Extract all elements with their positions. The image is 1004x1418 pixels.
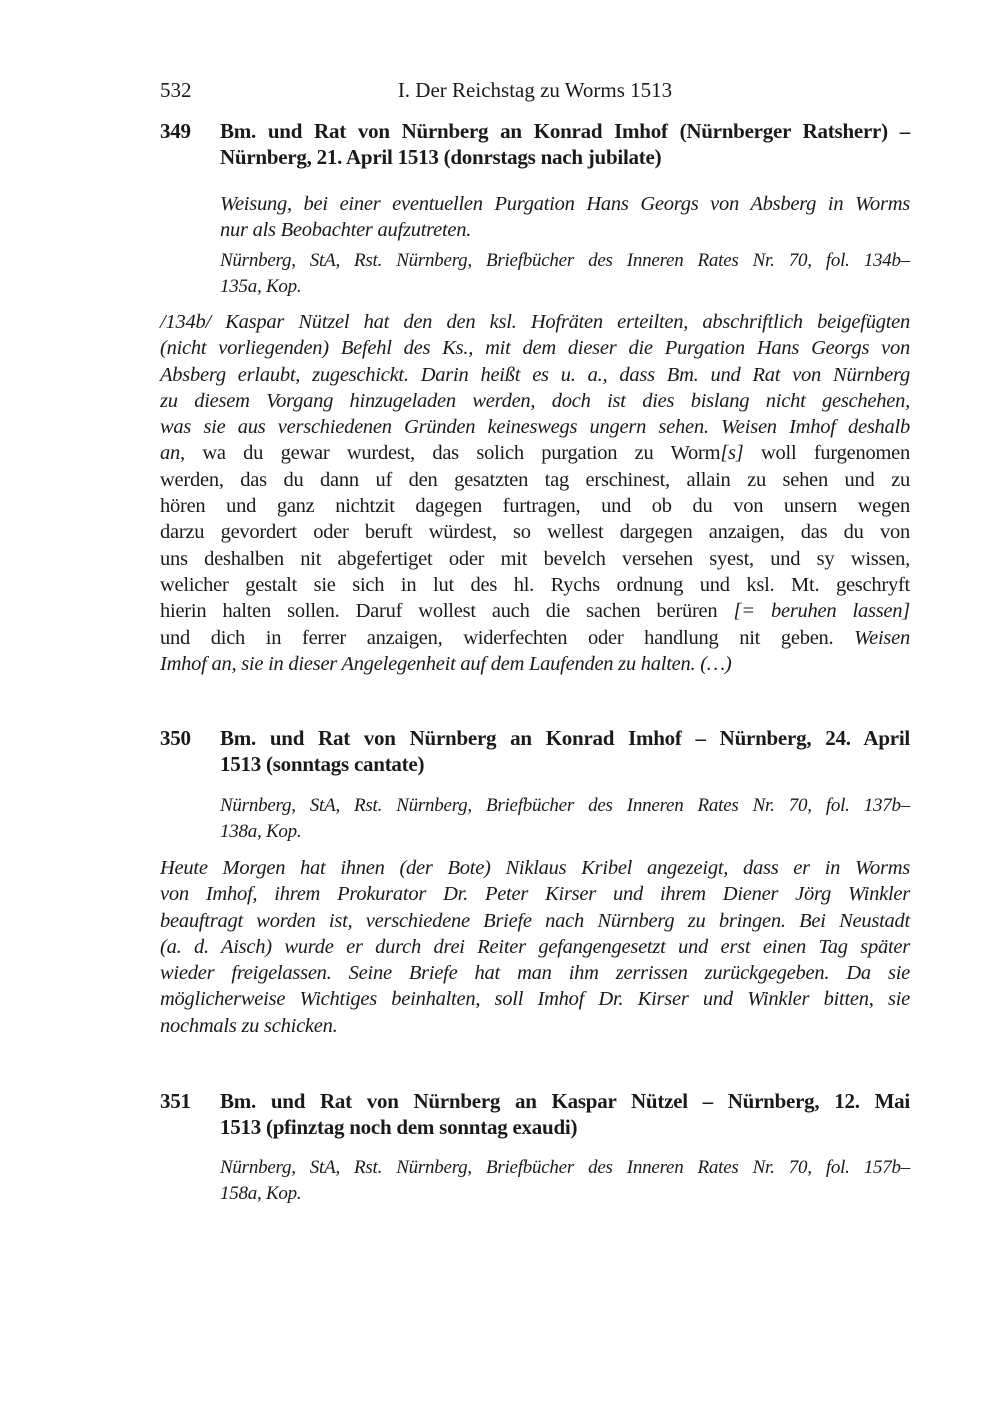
text-line: [160, 598, 910, 624]
italic-text: Weisen: [854, 626, 910, 649]
text: werden, das du dann uf den gesatzten tag erschinest, allain zu sehen und zu: [160, 468, 910, 491]
text-line: [160, 1013, 910, 1039]
italic-text: nochmals zu schicken.: [160, 1014, 338, 1037]
text: Nürnberg, 21. April 1513 (donrstags nach jubilate): [220, 145, 662, 170]
text-line: [160, 519, 910, 545]
italic-text: was sie aus verschiedenen Gründen keineswegs ungern sehen. Weisen Imhof deshalb: [160, 416, 910, 439]
italic-text: Nürnberg, StA, Rst. Nürnberg, Briefbücher des Inneren Rates Nr. 70, fol. 157b–: [220, 1157, 910, 1178]
text: darzu gevordert oder beruft würdest, so wellest dargegen anzaigen, das du von: [160, 521, 910, 544]
text-line: [160, 440, 910, 466]
text: 1513 (sonntags cantate): [220, 752, 425, 777]
text: hören und ganz nichtzit dagegen furtragen, und ob du von unsern wegen: [160, 495, 910, 518]
italic-text: (a. d. Aisch) wurde er durch drei Reiter gefangengesetzt und erst einen Tag später: [160, 935, 910, 958]
entry-351-source: [220, 1155, 910, 1208]
text: Bm. und Rat von Nürnberg an Kaspar Nützel – Nürnberg, 12. Mai: [220, 1089, 910, 1113]
text: welicher gestalt sie sich in lut des hl. Rychs ordnung und ksl. Mt. geschryft: [160, 573, 910, 596]
text-line: [160, 625, 910, 651]
text: Bm. und Rat von Nürnberg an Konrad Imhof – Nürnberg, 24. April: [220, 726, 910, 750]
text-line: [220, 118, 910, 144]
italic-text: [= beruhen lassen]: [733, 600, 910, 623]
entry-number: 350: [160, 726, 191, 750]
text-line: [160, 855, 910, 881]
entry-349-body: [160, 309, 910, 677]
text-line: [160, 362, 910, 388]
italic-text: 135a, Kop.: [220, 276, 302, 298]
italic-text: zu diesem Vorgang hinzugeladen werden, doch ist dies bislang nicht geschehen,: [160, 389, 910, 412]
text-line: [220, 1181, 910, 1207]
text-line: [160, 572, 910, 598]
italic-text: Nürnberg, StA, Rst. Nürnberg, Briefbücher des Inneren Rates Nr. 70, fol. 137b–: [220, 795, 910, 816]
text-line: [220, 248, 910, 274]
italic-text: /134b/ Kaspar Nützel hat den den ksl. Hofräten erteilten, abschriftlich beigefügten: [160, 311, 910, 333]
text-line: [160, 388, 910, 414]
text-line: [160, 309, 910, 335]
italic-text: Weisung, bei einer eventuellen Purgation Hans Georgs von Absberg in Worms: [220, 193, 910, 215]
text: Bm. und Rat von Nürnberg an Konrad Imhof (Nürnberger Ratsherr) –: [220, 119, 910, 143]
text-line: [220, 1114, 910, 1140]
text-line: [160, 335, 910, 361]
entry-number: 351: [160, 1089, 191, 1113]
text-line: [220, 274, 910, 300]
text: woll furgenomen: [743, 442, 911, 465]
italic-text: Heute Morgen hat ihnen (der Bote) Niklaus Kribel angezeigt, dass er in Worms: [160, 857, 910, 879]
italic-text: beauftragt worden ist, verschiedene Briefe nach Nürnberg zu bringen. Bei Neustadt: [160, 909, 910, 932]
entry-349-summary: [220, 191, 910, 244]
text-line: [220, 751, 910, 777]
text-line: [220, 725, 910, 751]
text-line: [160, 493, 910, 519]
text-line: [220, 191, 910, 217]
text-line: [220, 144, 910, 170]
italic-text: [s]: [720, 442, 744, 465]
italic-text: 158a, Kop.: [220, 1183, 302, 1205]
text-line: [220, 1155, 910, 1181]
text-line: [220, 217, 910, 243]
running-title: I. Der Reichstag zu Worms 1513: [397, 78, 673, 102]
italic-text: wieder freigelassen. Seine Briefe hat man ihm zerrissen zurückgegeben. Da sie: [160, 962, 910, 985]
text: uns deshalben nit abgefertiget oder mit bevelch versehen syest, und sy wissen,: [160, 547, 910, 570]
italic-text: von Imhof, ihrem Prokurator Dr. Peter Kirser und ihrem Diener Jörg Winkler: [160, 883, 910, 906]
text: und dich in ferrer anzaigen, widerfechten oder handlung nit geben.: [160, 626, 855, 649]
italic-text: 138a, Kop.: [220, 821, 302, 843]
entry-350-source: [220, 793, 910, 846]
entry-349-source: [220, 248, 910, 301]
italic-text: (nicht vorliegenden) Befehl des Ks., mit dem dieser die Purgation Hans Georgs von: [160, 337, 910, 360]
text: 1513 (pfinztag noch dem sonntag exaudi): [220, 1115, 578, 1140]
text-line: [160, 881, 910, 907]
entry-number: 349: [160, 119, 191, 143]
italic-text: Imhof an, sie in dieser Angelegenheit auf dem Laufenden zu halten. (…): [160, 652, 732, 675]
italic-text: möglicherweise Wichtiges beinhalten, soll Imhof Dr. Kirser und Winkler bitten, sie: [160, 988, 910, 1011]
text: hierin halten sollen. Daruf wollest auch die sachen berüren: [160, 600, 734, 623]
text-line: [160, 414, 910, 440]
italic-text: nur als Beobachter aufzutreten.: [220, 219, 472, 242]
heading-text: [220, 118, 910, 171]
entry-350-body: [160, 855, 910, 1039]
text-line: [160, 908, 910, 934]
text-line: [160, 651, 910, 677]
heading-text: [220, 1088, 910, 1141]
italic-text: Absberg erlaubt, zugeschickt. Darin heißt es u. a., dass Bm. und Rat von Nürnberg: [160, 363, 910, 386]
text-line: [220, 1088, 910, 1114]
text-line: [220, 819, 910, 845]
italic-text: an,: [160, 442, 185, 465]
text-line: [160, 467, 910, 493]
text-line: [160, 934, 910, 960]
italic-text: Nürnberg, StA, Rst. Nürnberg, Briefbücher des Inneren Rates Nr. 70, fol. 134b–: [220, 250, 910, 271]
text-line: [160, 960, 910, 986]
text-line: [160, 546, 910, 572]
text: wa du gewar wurdest, das solich purgation zu Worm: [184, 442, 721, 465]
text-line: [160, 986, 910, 1012]
text-line: [220, 793, 910, 819]
heading-text: [220, 725, 910, 778]
page-number: 532: [160, 78, 192, 102]
